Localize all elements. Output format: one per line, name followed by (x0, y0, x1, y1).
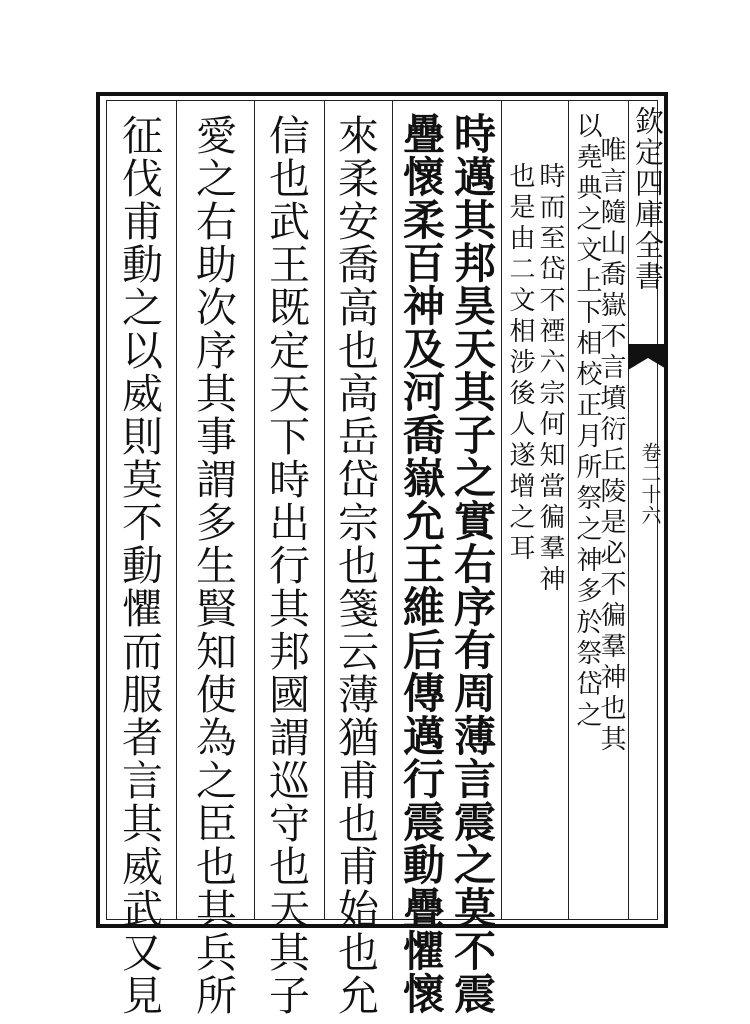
volume-label: 卷二十六 (638, 442, 662, 526)
text-column-8: 信也武王既定天下時出行其邦國謂巡守也天其子 (262, 114, 310, 1017)
text-column-10: 征伐甫動之以威則莫不動懼而服者言其威武又見 (115, 114, 163, 1017)
column-divider (568, 100, 569, 920)
column-divider (392, 100, 393, 920)
column-divider (176, 100, 177, 920)
column-divider (254, 100, 255, 920)
commentary-column-4: 也是由二文相涉後人遂增之耳 (505, 162, 535, 565)
column-divider (324, 100, 325, 920)
column-divider (501, 100, 502, 920)
text-column-7: 來柔安喬高也高岳岱宗也箋云薄猶甫也甫始也允 (331, 114, 379, 1017)
commentary-column-3: 時而至岱不禋六宗何知當徧羣神 (535, 162, 565, 596)
commentary-column-1: 唯言隨山喬嶽不言墳衍丘陵是必不徧羣神也其 (596, 136, 626, 756)
text-column-5: 時邁其邦昊天其子之實右序有周薄言震之莫不震 (448, 112, 497, 1015)
fishtail-mark (628, 344, 668, 370)
text-column-6: 疊懷柔百神及河喬嶽允王維后傳邁行震動疊懼懷 (397, 112, 446, 1015)
book-title: 欽定四庫全書 (631, 106, 665, 292)
commentary-column-2: 以堯典之文上下相校正月所祭之神多於祭岱之 (572, 112, 602, 732)
text-column-9: 愛之右助次序其事謂多生賢知使為之臣也其兵所 (189, 114, 237, 1017)
book-page (96, 92, 668, 1017)
column-divider (628, 100, 629, 920)
